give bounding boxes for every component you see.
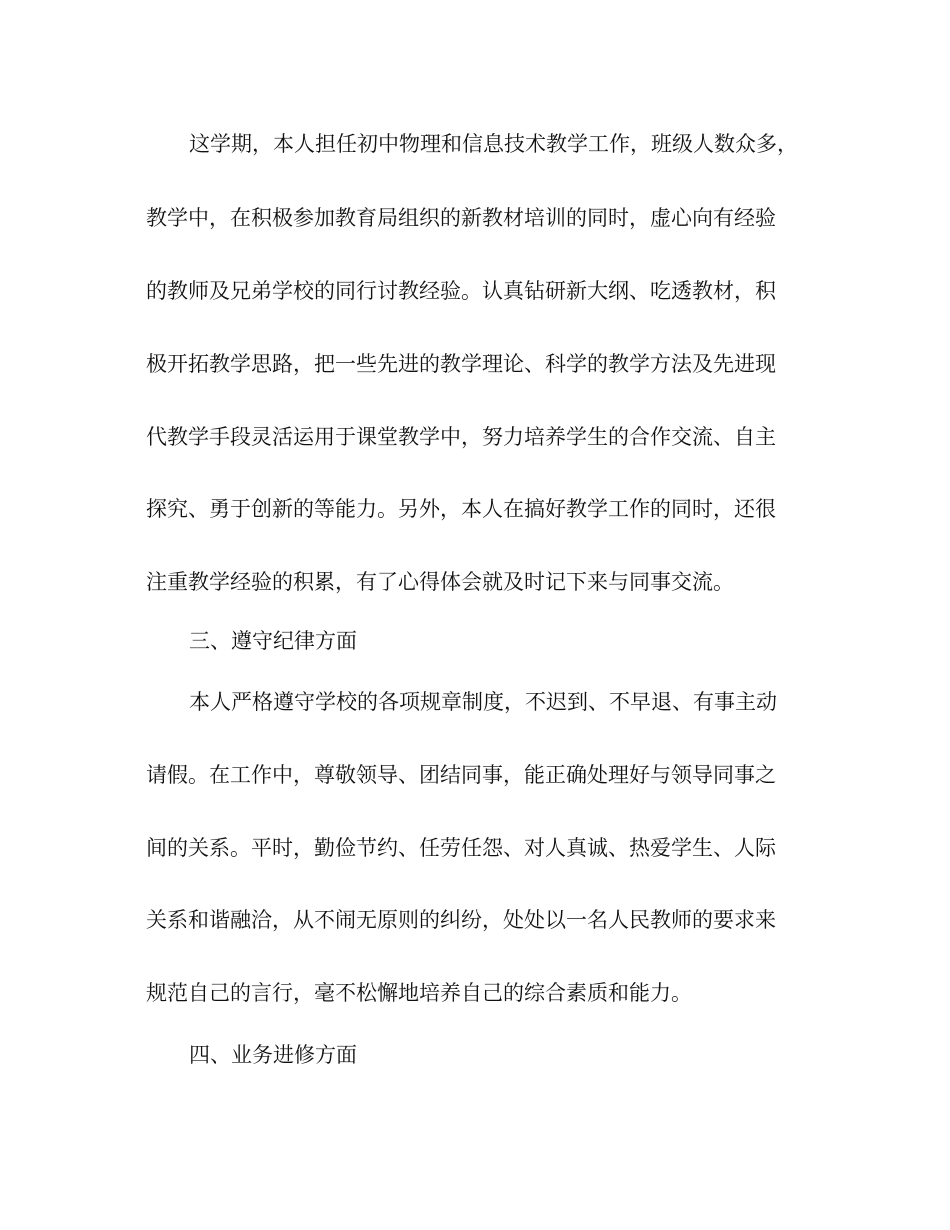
paragraph-line: 规范自己的言行，毫不松懈地培养自己的综合素质和能力。 [146,981,692,1005]
paragraph-line: 注重教学经验的积累，有了心得体会就及时记下来与同事交流。 [146,570,734,594]
section-heading: 三、遵守纪律方面 [189,629,357,653]
section-heading: 四、业务进修方面 [189,1043,357,1067]
paragraph-line: 代教学手段灵活运用于课堂教学中，努力培养学生的合作交流、自主 [146,425,776,449]
paragraph-line: 极开拓教学思路，把一些先进的教学理论、科学的教学方法及先进现 [146,352,776,376]
paragraph-line: 本人严格遵守学校的各项规章制度，不迟到、不早退、有事主动 [189,690,777,714]
paragraph-line: 这学期，本人担任初中物理和信息技术教学工作，班级人数众多， [189,132,798,156]
paragraph-line: 间的关系。平时，勤俭节约、任劳任怨、对人真诚、热爱学生、人际 [146,836,776,860]
paragraph-line: 请假。在工作中，尊敬领导、团结同事，能正确处理好与领导同事之 [146,763,776,787]
paragraph-line: 关系和谐融洽，从不闹无原则的纠纷，处处以一名人民教师的要求来 [146,908,776,932]
paragraph-line: 的教师及兄弟学校的同行讨教经验。认真钻研新大纲、吃透教材，积 [146,279,776,303]
paragraph-line: 探究、勇于创新的等能力。另外，本人在搞好教学工作的同时，还很 [146,497,776,521]
paragraph-line: 教学中，在积极参加教育局组织的新教材培训的同时，虚心向有经验 [146,206,776,230]
